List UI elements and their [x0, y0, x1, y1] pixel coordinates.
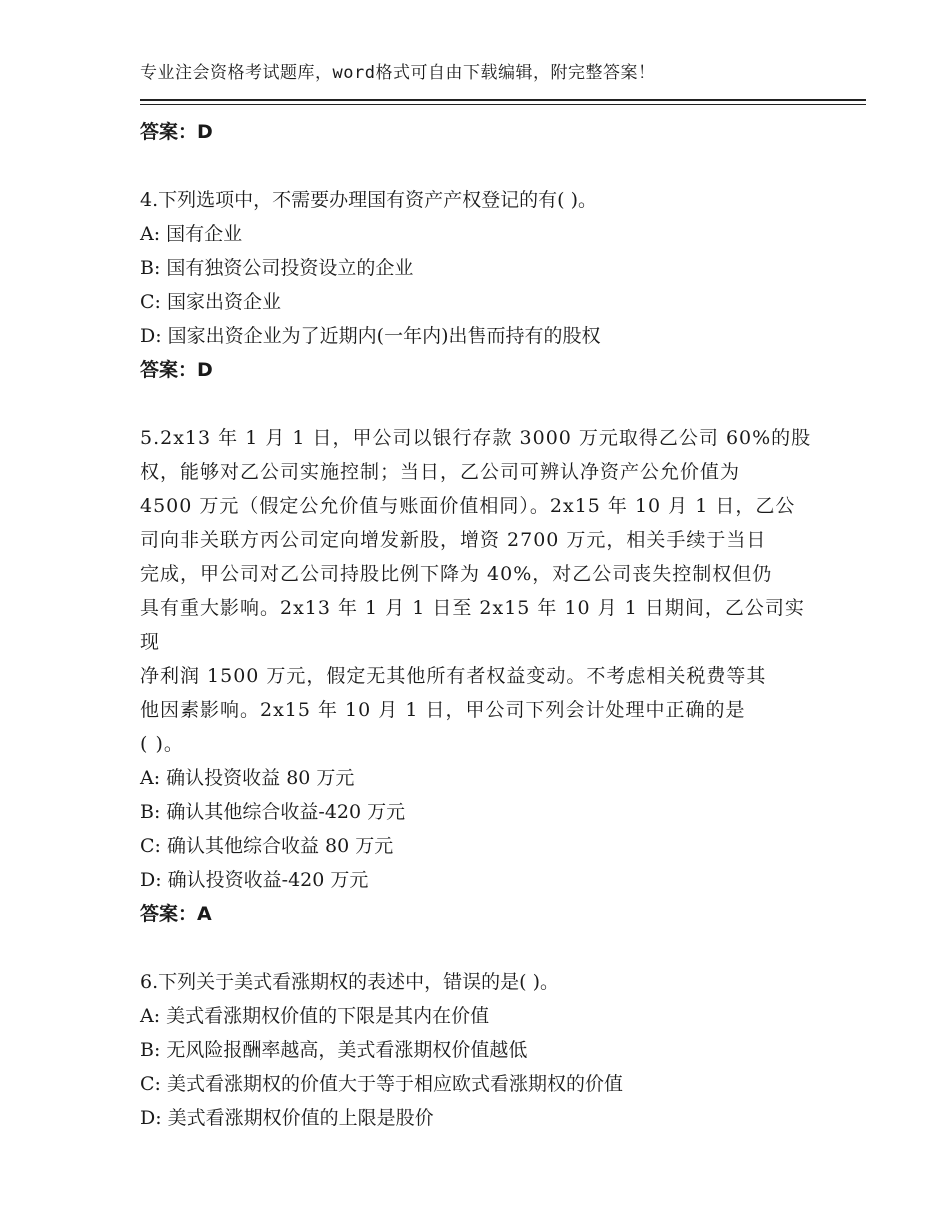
- option-a: A: 国有企业: [140, 223, 243, 245]
- question-4: [140, 183, 820, 387]
- option-b: B: 国有独资公司投资设立的企业: [140, 257, 414, 279]
- option-b: B: 无风险报酬率越高，美式看涨期权价值越低: [140, 1039, 528, 1061]
- option-a: A: 美式看涨期权价值的下限是其内在价值: [140, 1005, 490, 1027]
- option-c: C: 国家出资企业: [140, 291, 281, 313]
- question-stem-line: 净利润 1500 万元，假定无其他所有者权益变动。不考虑相关税费等其: [140, 665, 767, 687]
- answer-value: D: [197, 121, 213, 143]
- question-stem-line: 4500 万元（假定公允价值与账面价值相同）。2x15 年 10 月 1 日，乙公: [140, 495, 796, 517]
- answer-label: 答案：: [140, 121, 198, 143]
- question-stem: 4.下列选项中，不需要办理国有资产产权登记的有( )。: [140, 189, 597, 211]
- header-rule-thick: [140, 99, 866, 101]
- option-a: A: 确认投资收益 80 万元: [140, 767, 355, 789]
- option-d: D: 国家出资企业为了近期内(一年内)出售而持有的股权: [140, 325, 601, 347]
- question-stem-line: 完成，甲公司对乙公司持股比例下降为 40%，对乙公司丧失控制权但仍: [140, 563, 773, 585]
- header-rule-thin: [140, 104, 866, 105]
- page-header-text: 专业注会资格考试题库，word格式可自由下载编辑，附完整答案！: [140, 63, 656, 83]
- question-6: [140, 965, 820, 1135]
- option-d: D: 美式看涨期权价值的上限是股价: [140, 1107, 434, 1129]
- option-d: D: 确认投资收益-420 万元: [140, 869, 369, 891]
- answer-q4: [140, 353, 820, 387]
- question-stem-line: 权，能够对乙公司实施控制；当日，乙公司可辨认净资产公允价值为: [140, 461, 741, 483]
- answer-label: 答案：: [140, 359, 198, 381]
- question-5: [140, 421, 820, 931]
- question-stem-line: 5.2x13 年 1 月 1 日，甲公司以银行存款 3000 万元取得乙公司 60%的股: [140, 427, 812, 449]
- answer-label: 答案：: [140, 903, 198, 925]
- answer-value: A: [197, 903, 212, 925]
- question-stem-line: 他因素影响。2x15 年 10 月 1 日，甲公司下列会计处理中正确的是: [140, 699, 746, 721]
- question-stem-line: ( )。: [140, 733, 184, 755]
- option-c: C: 美式看涨期权的价值大于等于相应欧式看涨期权的价值: [140, 1073, 623, 1095]
- question-stem-line: 具有重大影响。2x13 年 1 月 1 日至 2x15 年 10 月 1 日期间，乙公司实现: [140, 597, 805, 653]
- option-b: B: 确认其他综合收益-420 万元: [140, 801, 406, 823]
- question-stem-line: 司向非关联方丙公司定向增发新股，增资 2700 万元，相关手续于当日: [140, 529, 767, 551]
- answer-previous: [140, 115, 820, 149]
- option-c: C: 确认其他综合收益 80 万元: [140, 835, 394, 857]
- answer-value: D: [197, 359, 213, 381]
- question-stem: 6.下列关于美式看涨期权的表述中，错误的是( )。: [140, 971, 559, 993]
- document-body: [140, 115, 820, 1135]
- answer-q5: [140, 897, 820, 931]
